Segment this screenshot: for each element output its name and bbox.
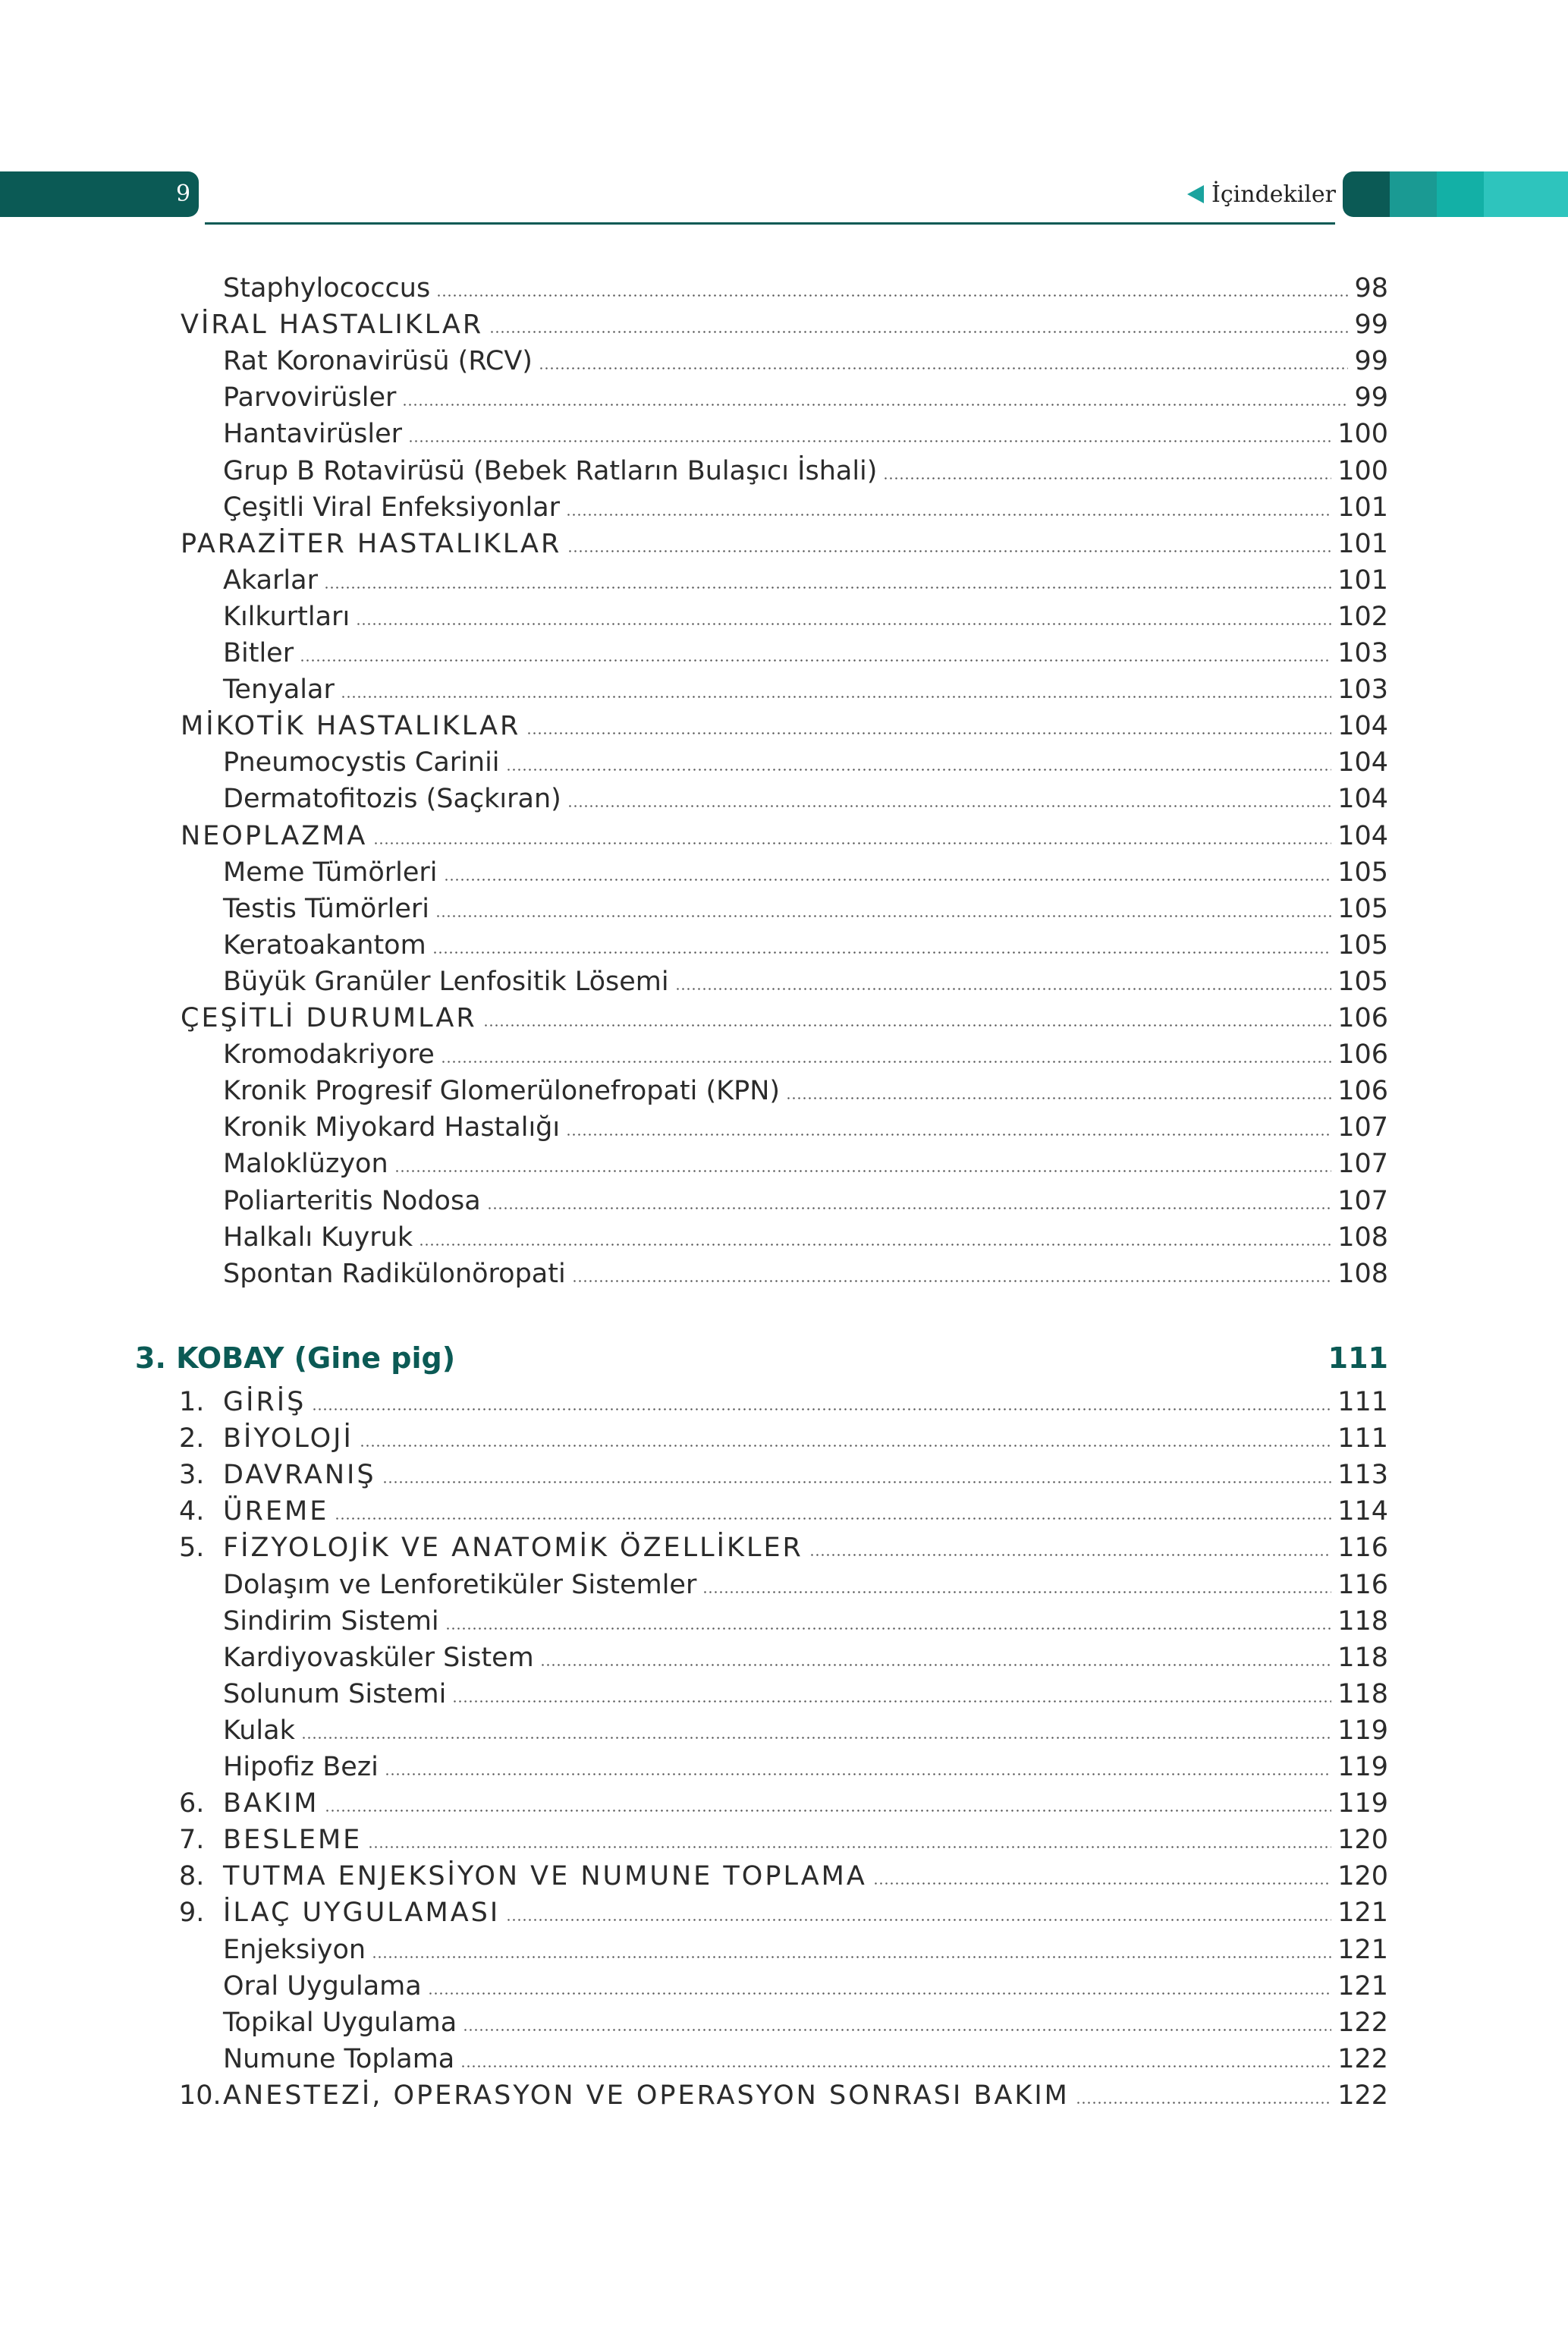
- toc-entry-label: [223, 637, 294, 670]
- toc-entry-text: Staphylococcus: [223, 273, 431, 303]
- dot-leader: [483, 1024, 1332, 1027]
- toc-entry-label: [223, 1605, 439, 1638]
- toc-entry-number: 7.: [179, 1825, 205, 1856]
- toc-entry[interactable]: [223, 1605, 1388, 1638]
- toc-entry[interactable]: [179, 1422, 1388, 1455]
- toc-entry-text: Hipofiz Bezi: [223, 1752, 379, 1782]
- toc-entry-label: [223, 600, 350, 634]
- color-tab-4: [1484, 171, 1568, 217]
- dot-leader: [572, 1280, 1331, 1282]
- toc-entry[interactable]: [179, 1385, 1388, 1419]
- header-band-left: [0, 171, 199, 217]
- dot-leader: [786, 1097, 1331, 1099]
- dot-leader: [341, 696, 1331, 698]
- toc-entry-text: Meme Tümörleri: [223, 857, 438, 888]
- toc-entry-number: 2.: [179, 1423, 205, 1454]
- toc-entry-number: 8.: [179, 1861, 205, 1892]
- toc-entry-label: [223, 1221, 413, 1254]
- toc-entry-label: [223, 1750, 379, 1784]
- toc-entry-label: [179, 1531, 803, 1564]
- toc-entry-page: 102: [1337, 601, 1388, 632]
- toc-entry-label: [223, 1970, 422, 2003]
- toc-entry-label: [223, 417, 402, 451]
- toc-entry-text: İLAÇ UYGULAMASI: [223, 1898, 501, 1929]
- toc-entry-page: 119: [1337, 1752, 1388, 1782]
- dot-leader: [567, 805, 1331, 807]
- toc-entry-text: Spontan Radikülonöropati: [223, 1258, 566, 1289]
- toc-entry[interactable]: [223, 1641, 1388, 1674]
- toc-entry-text: Pneumocystis Carinii: [223, 747, 500, 778]
- toc-entry-text: NEOPLAZMA: [181, 820, 368, 851]
- toc-entry[interactable]: [223, 892, 1388, 926]
- dot-leader: [408, 440, 1331, 442]
- dot-leader: [324, 586, 1331, 589]
- dot-leader: [441, 1061, 1331, 1063]
- dot-leader: [540, 1664, 1331, 1666]
- toc-entry[interactable]: [223, 929, 1388, 962]
- toc-entry-page: 104: [1337, 747, 1388, 778]
- toc-entry-page: 98: [1354, 273, 1388, 303]
- toc-entry[interactable]: [223, 1750, 1388, 1784]
- dot-leader: [809, 1554, 1331, 1556]
- toc-entry-text: Akarlar: [223, 564, 318, 596]
- dot-leader: [463, 2029, 1331, 2031]
- dot-leader: [444, 879, 1332, 881]
- dot-leader: [460, 2065, 1331, 2067]
- toc-entry[interactable]: [179, 1531, 1388, 1564]
- toc-entry[interactable]: [223, 1221, 1388, 1254]
- toc-entry-page: 122: [1337, 2080, 1388, 2111]
- toc-entry[interactable]: [179, 1860, 1388, 1893]
- toc-entry-label: [179, 1787, 319, 1820]
- toc-entry[interactable]: [179, 2079, 1388, 2112]
- page-number: 9: [176, 181, 191, 207]
- dot-leader: [436, 294, 1348, 297]
- toc-entry-page: 106: [1337, 1003, 1388, 1033]
- toc-entry-page: 105: [1337, 857, 1388, 888]
- toc-entry-label: [223, 381, 396, 414]
- toc-entry-page: 106: [1337, 1076, 1388, 1107]
- toc-entry-label: [181, 819, 367, 853]
- toc-entry-page: 106: [1337, 1039, 1388, 1071]
- toc-entry[interactable]: [179, 1896, 1388, 1929]
- toc-entry-page: 103: [1337, 674, 1388, 706]
- toc-entry-page: 111: [1337, 1423, 1388, 1454]
- dot-leader: [335, 1517, 1331, 1520]
- dot-leader: [675, 988, 1332, 990]
- toc-entry-label: [223, 454, 877, 488]
- toc-entry-page: 121: [1337, 1970, 1388, 2001]
- toc-entry[interactable]: [223, 1111, 1388, 1144]
- toc-entry-label: [179, 1823, 362, 1857]
- toc-entry[interactable]: [181, 527, 1388, 561]
- toc-entry-page: 101: [1337, 528, 1388, 559]
- color-tab-2: [1390, 171, 1437, 217]
- toc-entry-text: Kromodakriyore: [223, 1039, 435, 1071]
- toc-entry-text: MİKOTİK HASTALIKLAR: [181, 711, 521, 742]
- toc-entry-page: 122: [1337, 2007, 1388, 2038]
- toc-entry-page: 107: [1337, 1149, 1388, 1180]
- toc-entry-page: 103: [1337, 638, 1388, 668]
- toc-entry-number: 5.: [179, 1533, 205, 1564]
- toc-entry-page: 104: [1337, 711, 1388, 742]
- toc-entry-text: Grup B Rotavirüsü (Bebek Ratların Bulaşıcı İshali): [223, 455, 878, 486]
- toc-entry-label: [181, 1001, 477, 1035]
- toc-entry-text: ÇEŞİTLİ DURUMLAR: [181, 1003, 477, 1033]
- toc-entry-page: 104: [1337, 784, 1388, 815]
- toc-entry-page: 107: [1337, 1185, 1388, 1216]
- toc-entry-text: Kulak: [223, 1715, 295, 1746]
- toc-entry[interactable]: [223, 600, 1388, 634]
- chapter-title: 3. KOBAY (Gine pig): [135, 1341, 456, 1375]
- toc-entry[interactable]: [223, 673, 1388, 706]
- toc-entry-label: [223, 1038, 435, 1071]
- dot-leader: [489, 331, 1348, 333]
- dot-leader: [526, 732, 1331, 734]
- toc-entry-page: 120: [1337, 1861, 1388, 1892]
- dot-leader: [300, 659, 1331, 662]
- toc-entry-page: 114: [1337, 1496, 1388, 1527]
- toc-entry-page: 118: [1337, 1678, 1388, 1709]
- dot-leader: [368, 1846, 1331, 1848]
- toc-entry[interactable]: [223, 1038, 1388, 1071]
- dot-leader: [883, 477, 1331, 480]
- toc-entry[interactable]: [223, 965, 1388, 998]
- dot-leader: [360, 1445, 1331, 1447]
- toc-entry-text: PARAZİTER HASTALIKLAR: [181, 528, 562, 559]
- toc-entry[interactable]: [223, 1933, 1388, 1967]
- toc-entry-label: [179, 1860, 867, 1893]
- dot-leader: [566, 514, 1331, 516]
- toc-entry-text: Keratoakantom: [223, 929, 426, 961]
- toc-entry[interactable]: [223, 454, 1388, 488]
- toc-entry-text: ÜREME: [223, 1496, 329, 1527]
- toc-entry-page: 105: [1337, 893, 1388, 924]
- toc-entry[interactable]: [223, 746, 1388, 779]
- toc-entry-page: 107: [1337, 1112, 1388, 1143]
- toc-entry-page: 104: [1337, 820, 1388, 851]
- dot-leader: [372, 1956, 1331, 1958]
- toc-entry[interactable]: [179, 1787, 1388, 1820]
- toc-entry[interactable]: [223, 2042, 1388, 2076]
- toc-entry-page: 121: [1337, 1898, 1388, 1929]
- toc-entry-label: [179, 1495, 328, 1528]
- toc-entry-text: Maloklüzyon: [223, 1149, 388, 1180]
- toc-entry-text: Rat Koronavirüsü (RCV): [223, 346, 533, 377]
- toc-entry-number: 6.: [179, 1788, 205, 1819]
- toc-entry-text: Sindirim Sistemi: [223, 1605, 439, 1637]
- dot-leader: [373, 842, 1331, 844]
- toc-entry[interactable]: [223, 272, 1388, 305]
- toc-entry-text: Kardiyovasküler Sistem: [223, 1642, 534, 1673]
- toc-entry[interactable]: [223, 856, 1388, 889]
- toc-entry-label: [179, 2079, 1070, 2112]
- dot-leader: [702, 1591, 1331, 1593]
- dot-leader: [428, 1992, 1332, 1995]
- dot-leader: [566, 1134, 1331, 1136]
- dot-leader: [325, 1810, 1331, 1812]
- dot-leader: [394, 1170, 1332, 1172]
- toc-entry-page: 119: [1337, 1788, 1388, 1819]
- toc-entry[interactable]: [223, 637, 1388, 670]
- toc-entry-label: [223, 782, 561, 816]
- toc-entry[interactable]: [223, 1714, 1388, 1747]
- toc-entry-page: 99: [1354, 310, 1388, 341]
- dot-leader: [506, 769, 1332, 771]
- toc-entry-page: 101: [1337, 564, 1388, 596]
- dot-leader: [301, 1737, 1331, 1739]
- color-tab-3: [1437, 171, 1484, 217]
- toc-entry-page: 100: [1337, 455, 1388, 486]
- toc-entry-text: Çeşitli Viral Enfeksiyonlar: [223, 492, 561, 523]
- toc-entry-text: Kronik Progresif Glomerülonefropati (KPN): [223, 1076, 781, 1107]
- toc-entry-page: 108: [1337, 1258, 1388, 1289]
- toc-entry-label: [223, 491, 560, 524]
- toc-entry-label: [181, 308, 483, 341]
- toc-entry[interactable]: [223, 1970, 1388, 2003]
- toc-entry-text: GİRİŞ: [223, 1387, 306, 1417]
- toc-entry-page: 111: [1337, 1387, 1388, 1417]
- toc-entry-label: [223, 1568, 696, 1602]
- toc-entry-text: Dermatofitozis (Saçkıran): [223, 784, 561, 815]
- toc-entry-page: 100: [1337, 419, 1388, 450]
- dot-leader: [402, 404, 1348, 406]
- toc-entry-text: DAVRANIŞ: [223, 1460, 376, 1491]
- toc-entry-label: [223, 892, 429, 926]
- header-section: [1187, 179, 1336, 209]
- dot-leader: [873, 1882, 1331, 1885]
- section-title: İçindekiler: [1211, 181, 1336, 208]
- toc-entry-label: [181, 709, 520, 743]
- dot-leader: [435, 915, 1331, 917]
- toc-entry-text: BİYOLOJİ: [223, 1423, 354, 1454]
- toc-entry-text: Kronik Miyokard Hastalığı: [223, 1112, 561, 1143]
- dot-leader: [452, 1700, 1331, 1703]
- toc-entry-page: 118: [1337, 1642, 1388, 1673]
- toc-entry-text: Kılkurtları: [223, 601, 350, 632]
- toc-entry-text: FİZYOLOJİK VE ANATOMİK ÖZELLİKLER: [223, 1533, 803, 1564]
- toc-entry-number: 4.: [179, 1496, 205, 1527]
- dot-leader: [539, 367, 1349, 369]
- dot-leader: [487, 1207, 1332, 1209]
- toc-entry-label: [223, 1257, 566, 1291]
- chapter-heading[interactable]: [135, 1340, 1388, 1376]
- header-color-tabs: [1343, 171, 1568, 217]
- dot-leader: [506, 1919, 1331, 1921]
- toc-entry-label: [179, 1458, 376, 1492]
- toc-entry-page: 113: [1337, 1460, 1388, 1491]
- toc-entry-label: [223, 746, 500, 779]
- toc-entry[interactable]: [223, 1257, 1388, 1291]
- toc-entry-text: ANESTEZİ, OPERASYON VE OPERASYON SONRASI BAKIM: [223, 2080, 1070, 2111]
- toc-entry-text: Poliarteritis Nodosa: [223, 1185, 481, 1216]
- toc-entry[interactable]: [223, 1568, 1388, 1602]
- dot-leader: [385, 1773, 1331, 1775]
- toc-entry-label: [223, 1111, 560, 1144]
- toc-entry-label: [223, 856, 438, 889]
- toc-entry[interactable]: [223, 1678, 1388, 1711]
- toc-entry-label: [223, 1678, 446, 1711]
- toc-entry-label: [223, 929, 426, 962]
- toc-entry-text: Enjeksiyon: [223, 1934, 366, 1965]
- toc-entry-page: 99: [1354, 382, 1388, 413]
- toc-entry-number: 1.: [179, 1387, 205, 1417]
- toc-entry-label: [223, 1714, 295, 1747]
- toc-entry-text: Tenyalar: [223, 674, 335, 706]
- toc-entry-label: [223, 673, 335, 706]
- triangle-left-icon: [1187, 185, 1204, 203]
- toc-entry-page: 120: [1337, 1825, 1388, 1856]
- toc-entry[interactable]: [223, 564, 1388, 597]
- toc-entry-label: [179, 1422, 354, 1455]
- toc-entry-label: [223, 2042, 454, 2076]
- toc-entry-text: Testis Tümörleri: [223, 893, 430, 924]
- toc-entry[interactable]: [181, 308, 1388, 341]
- toc-entry-text: Numune Toplama: [223, 2043, 455, 2074]
- toc-entry[interactable]: [223, 417, 1388, 451]
- toc-entry-text: Dolaşım ve Lenforetiküler Sistemler: [223, 1569, 697, 1600]
- toc-entry-label: [223, 965, 669, 998]
- dot-leader: [312, 1408, 1331, 1410]
- toc-entry-page: 105: [1337, 966, 1388, 997]
- toc-entry-label: [223, 1147, 388, 1181]
- toc-entry-number: 10.: [179, 2080, 222, 2111]
- toc-entry-label: [223, 1184, 481, 1218]
- toc-entry-text: Halkalı Kuyruk: [223, 1222, 413, 1253]
- toc-entry-page: 108: [1337, 1222, 1388, 1253]
- toc-entry-text: BESLEME: [223, 1825, 363, 1856]
- toc-entry-label: [179, 1385, 306, 1419]
- toc-entry-text: BAKIM: [223, 1788, 319, 1819]
- toc-entry-label: [223, 1074, 780, 1108]
- toc-entry[interactable]: [223, 1074, 1388, 1108]
- toc-entry-text: Bitler: [223, 638, 294, 668]
- toc-entry[interactable]: [181, 819, 1388, 853]
- toc-entry-page: 116: [1337, 1569, 1388, 1600]
- toc-entry-page: 105: [1337, 929, 1388, 961]
- chapter-page: 111: [1328, 1341, 1388, 1375]
- toc-entry[interactable]: [179, 1823, 1388, 1857]
- toc-entry-text: Topikal Uygulama: [223, 2007, 457, 2038]
- dot-leader: [445, 1627, 1332, 1630]
- toc-entry-label: [223, 2006, 457, 2039]
- toc-entry[interactable]: [223, 381, 1388, 414]
- toc-entry[interactable]: [179, 1495, 1388, 1528]
- dot-leader: [432, 951, 1332, 954]
- toc-entry-label: [179, 1896, 500, 1929]
- toc-entry[interactable]: [181, 1001, 1388, 1035]
- dot-leader: [567, 550, 1331, 552]
- header-rule: [205, 222, 1335, 225]
- toc-entry-label: [223, 1641, 534, 1674]
- toc-entry-page: 121: [1337, 1934, 1388, 1965]
- toc-entry-text: Hantavirüsler: [223, 419, 403, 450]
- toc-entry-page: 119: [1337, 1715, 1388, 1746]
- dot-leader: [382, 1481, 1332, 1483]
- toc-entry[interactable]: [223, 491, 1388, 524]
- toc-entry-page: 101: [1337, 492, 1388, 523]
- color-tab-1: [1343, 171, 1390, 217]
- toc-entry-text: VİRAL HASTALIKLAR: [181, 310, 484, 341]
- toc-entry-text: Oral Uygulama: [223, 1970, 422, 2001]
- dot-leader: [1076, 2102, 1331, 2104]
- toc-entry-text: TUTMA ENJEKSİYON VE NUMUNE TOPLAMA: [223, 1861, 867, 1892]
- toc-entry-text: Solunum Sistemi: [223, 1678, 447, 1709]
- toc-entry-number: 9.: [179, 1898, 205, 1929]
- toc-entry[interactable]: [179, 1458, 1388, 1492]
- toc-entry[interactable]: [223, 2006, 1388, 2039]
- toc-entry-label: [181, 527, 561, 561]
- toc-entry-number: 3.: [179, 1460, 205, 1491]
- toc-entry-page: 118: [1337, 1605, 1388, 1637]
- toc-entry-page: 99: [1354, 346, 1388, 377]
- toc-entry[interactable]: [223, 1147, 1388, 1181]
- toc-entry[interactable]: [223, 344, 1388, 378]
- toc-entry-page: 116: [1337, 1533, 1388, 1564]
- dot-leader: [356, 623, 1331, 625]
- toc-entry-label: [223, 1933, 366, 1967]
- toc-entry-label: [223, 564, 318, 597]
- toc-entry[interactable]: [223, 1184, 1388, 1218]
- toc-entry-text: Büyük Granüler Lenfositik Lösemi: [223, 966, 669, 997]
- dot-leader: [419, 1244, 1331, 1246]
- toc-entry-text: Parvovirüsler: [223, 382, 397, 413]
- toc-entry-label: [223, 272, 430, 305]
- toc-entry-label: [223, 344, 533, 378]
- toc-entry[interactable]: [181, 709, 1388, 743]
- toc-entry-page: 122: [1337, 2043, 1388, 2074]
- toc-entry[interactable]: [223, 782, 1388, 816]
